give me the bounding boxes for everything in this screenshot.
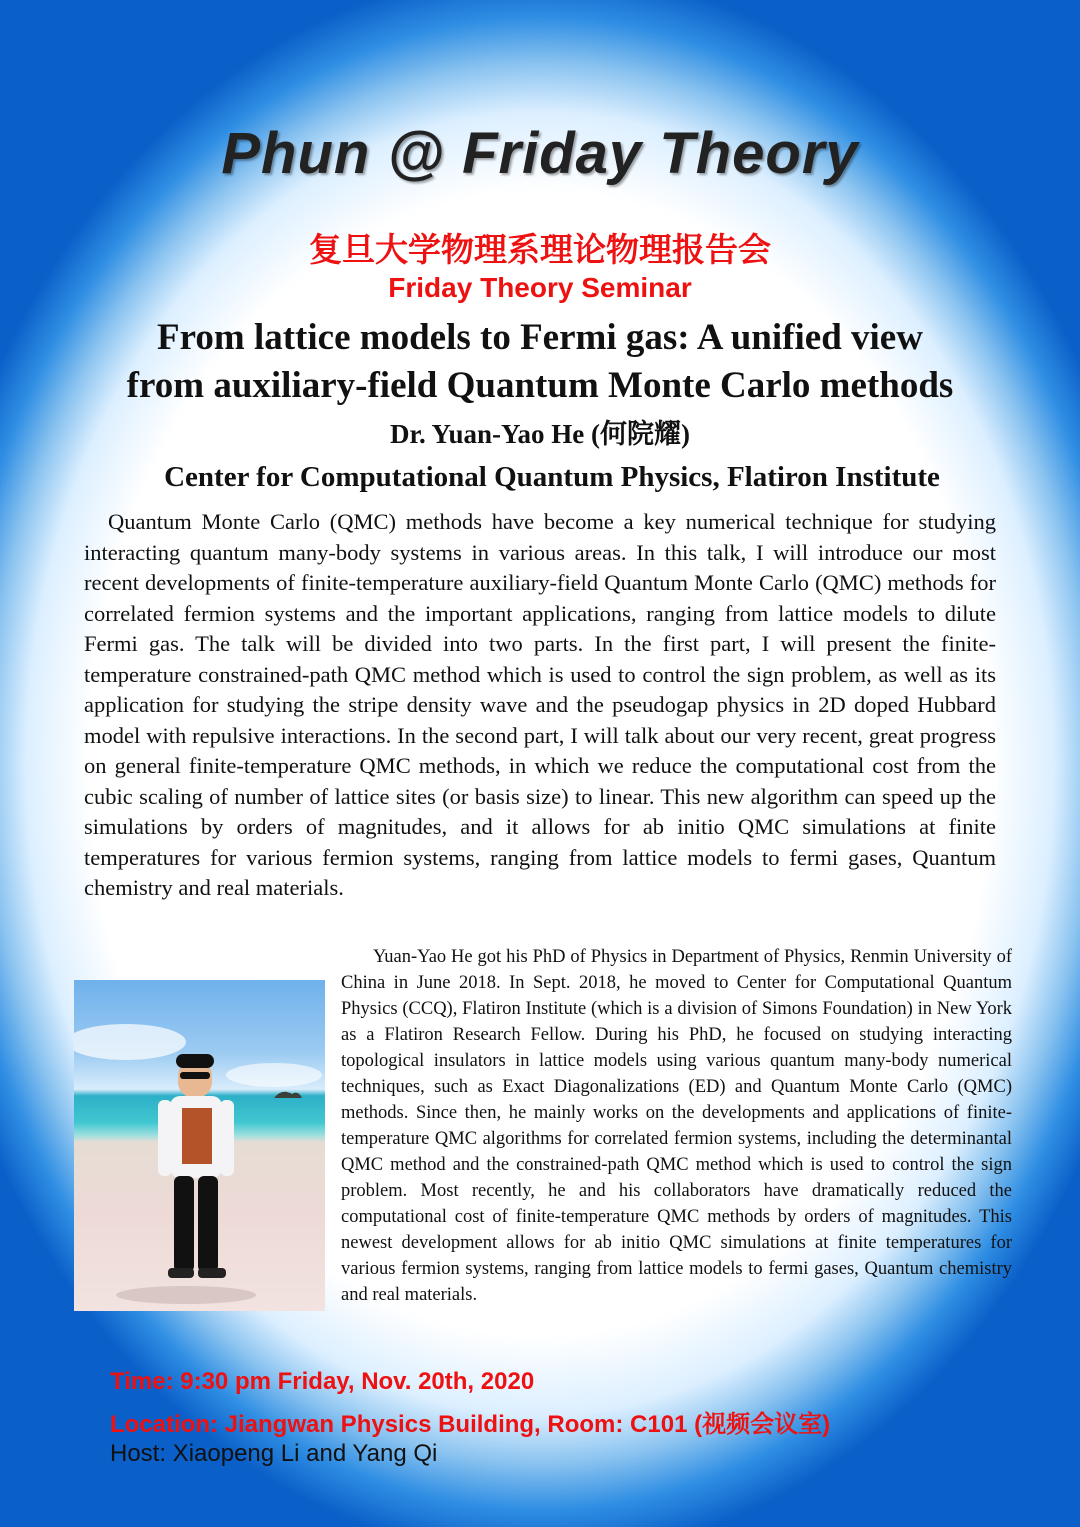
seminar-subtitle: Friday Theory Seminar	[388, 272, 692, 303]
speaker-affiliation: Center for Computational Quantum Physics, Flatiron Institute	[164, 461, 940, 493]
talk-title	[60, 314, 1020, 410]
abstract-paragraph: Quantum Monte Carlo (QMC) methods have become a key numerical technique for studying interacting quantum many-body systems in various areas. In this talk, I will introduce our most recent developments of finite-temperature auxiliary-field Quantum Monte Carlo (QMC) methods for correlated fermion systems and the important applications, ranging from lattice models to dilute Fermi gas. The talk will be divided into two parts. In the first part, I will present the finite-temperature constrained-path QMC method which is used to control the sign problem, as well as its application for studying the stripe density wave and the pseudogap physics in 2D doped Hubbard model with repulsive interactions. In the second part, I will talk about our very recent, great progress on general finite-temperature QMC methods, in which we reduce the computational cost from the cubic scaling of number of lattice sites (or basis size) to linear. This new algorithm can speed up the simulations by orders of magnitudes, and it allows for ab initio QMC simulations at finite temperatures for various fermion systems, ranging from lattice models to fermi gases, Quantum chemistry and real materials.	[84, 509, 996, 900]
speaker-photo	[74, 980, 325, 1311]
poster-title: Phun @ Friday Theory	[221, 121, 859, 186]
speaker-name: Dr. Yuan-Yao He (何院耀)	[389, 419, 691, 449]
chinese-title: 复旦大学物理系理论物理报告会	[309, 230, 771, 269]
talk-title-line-1: From lattice models to Fermi gas: A unified view	[157, 317, 923, 358]
event-host: Host: Xiaopeng Li and Yang Qi	[110, 1440, 438, 1467]
event-location: Location: Jiangwan Physics Building, Room: C101 (视频会议室)	[110, 1411, 831, 1438]
event-time: Time: 9:30 pm Friday, Nov. 20th, 2020	[110, 1368, 535, 1395]
speaker-photo-illustration	[74, 980, 325, 1311]
speaker-bio: Yuan-Yao He got his PhD of Physics in Department of Physics, Renmin University of China in June 2018. In Sept. 2018, he moved to Center for Computational Quantum Physics (CCQ), Flatiron Institute (which is a division of Simons Foundation) in New York as a Flatiron Research Fellow. During his PhD, he focused on studying interacting topological insulators in lattice models using various quantum many-body numerical techniques, such as Exact Diagonalizations (ED) and Quantum Monte Carlo (QMC) methods. Since then, he mainly works on the developments and applications of finite-temperature QMC algorithms for correlated fermion systems, including the determinantal QMC method and the constrained-path QMC method which is used to control the sign problem. Most recently, he and his collaborators have dramatically reduced the computational cost of finite-temperature QMC methods by orders of magnitudes. This newest development allows for ab initio QMC simulations at finite temperatures for various fermion systems, ranging from lattice models to fermi gases, Quantum chemistry and real materials.	[341, 947, 1012, 1305]
talk-title-line-2: from auxiliary-field Quantum Monte Carlo methods	[126, 365, 954, 406]
